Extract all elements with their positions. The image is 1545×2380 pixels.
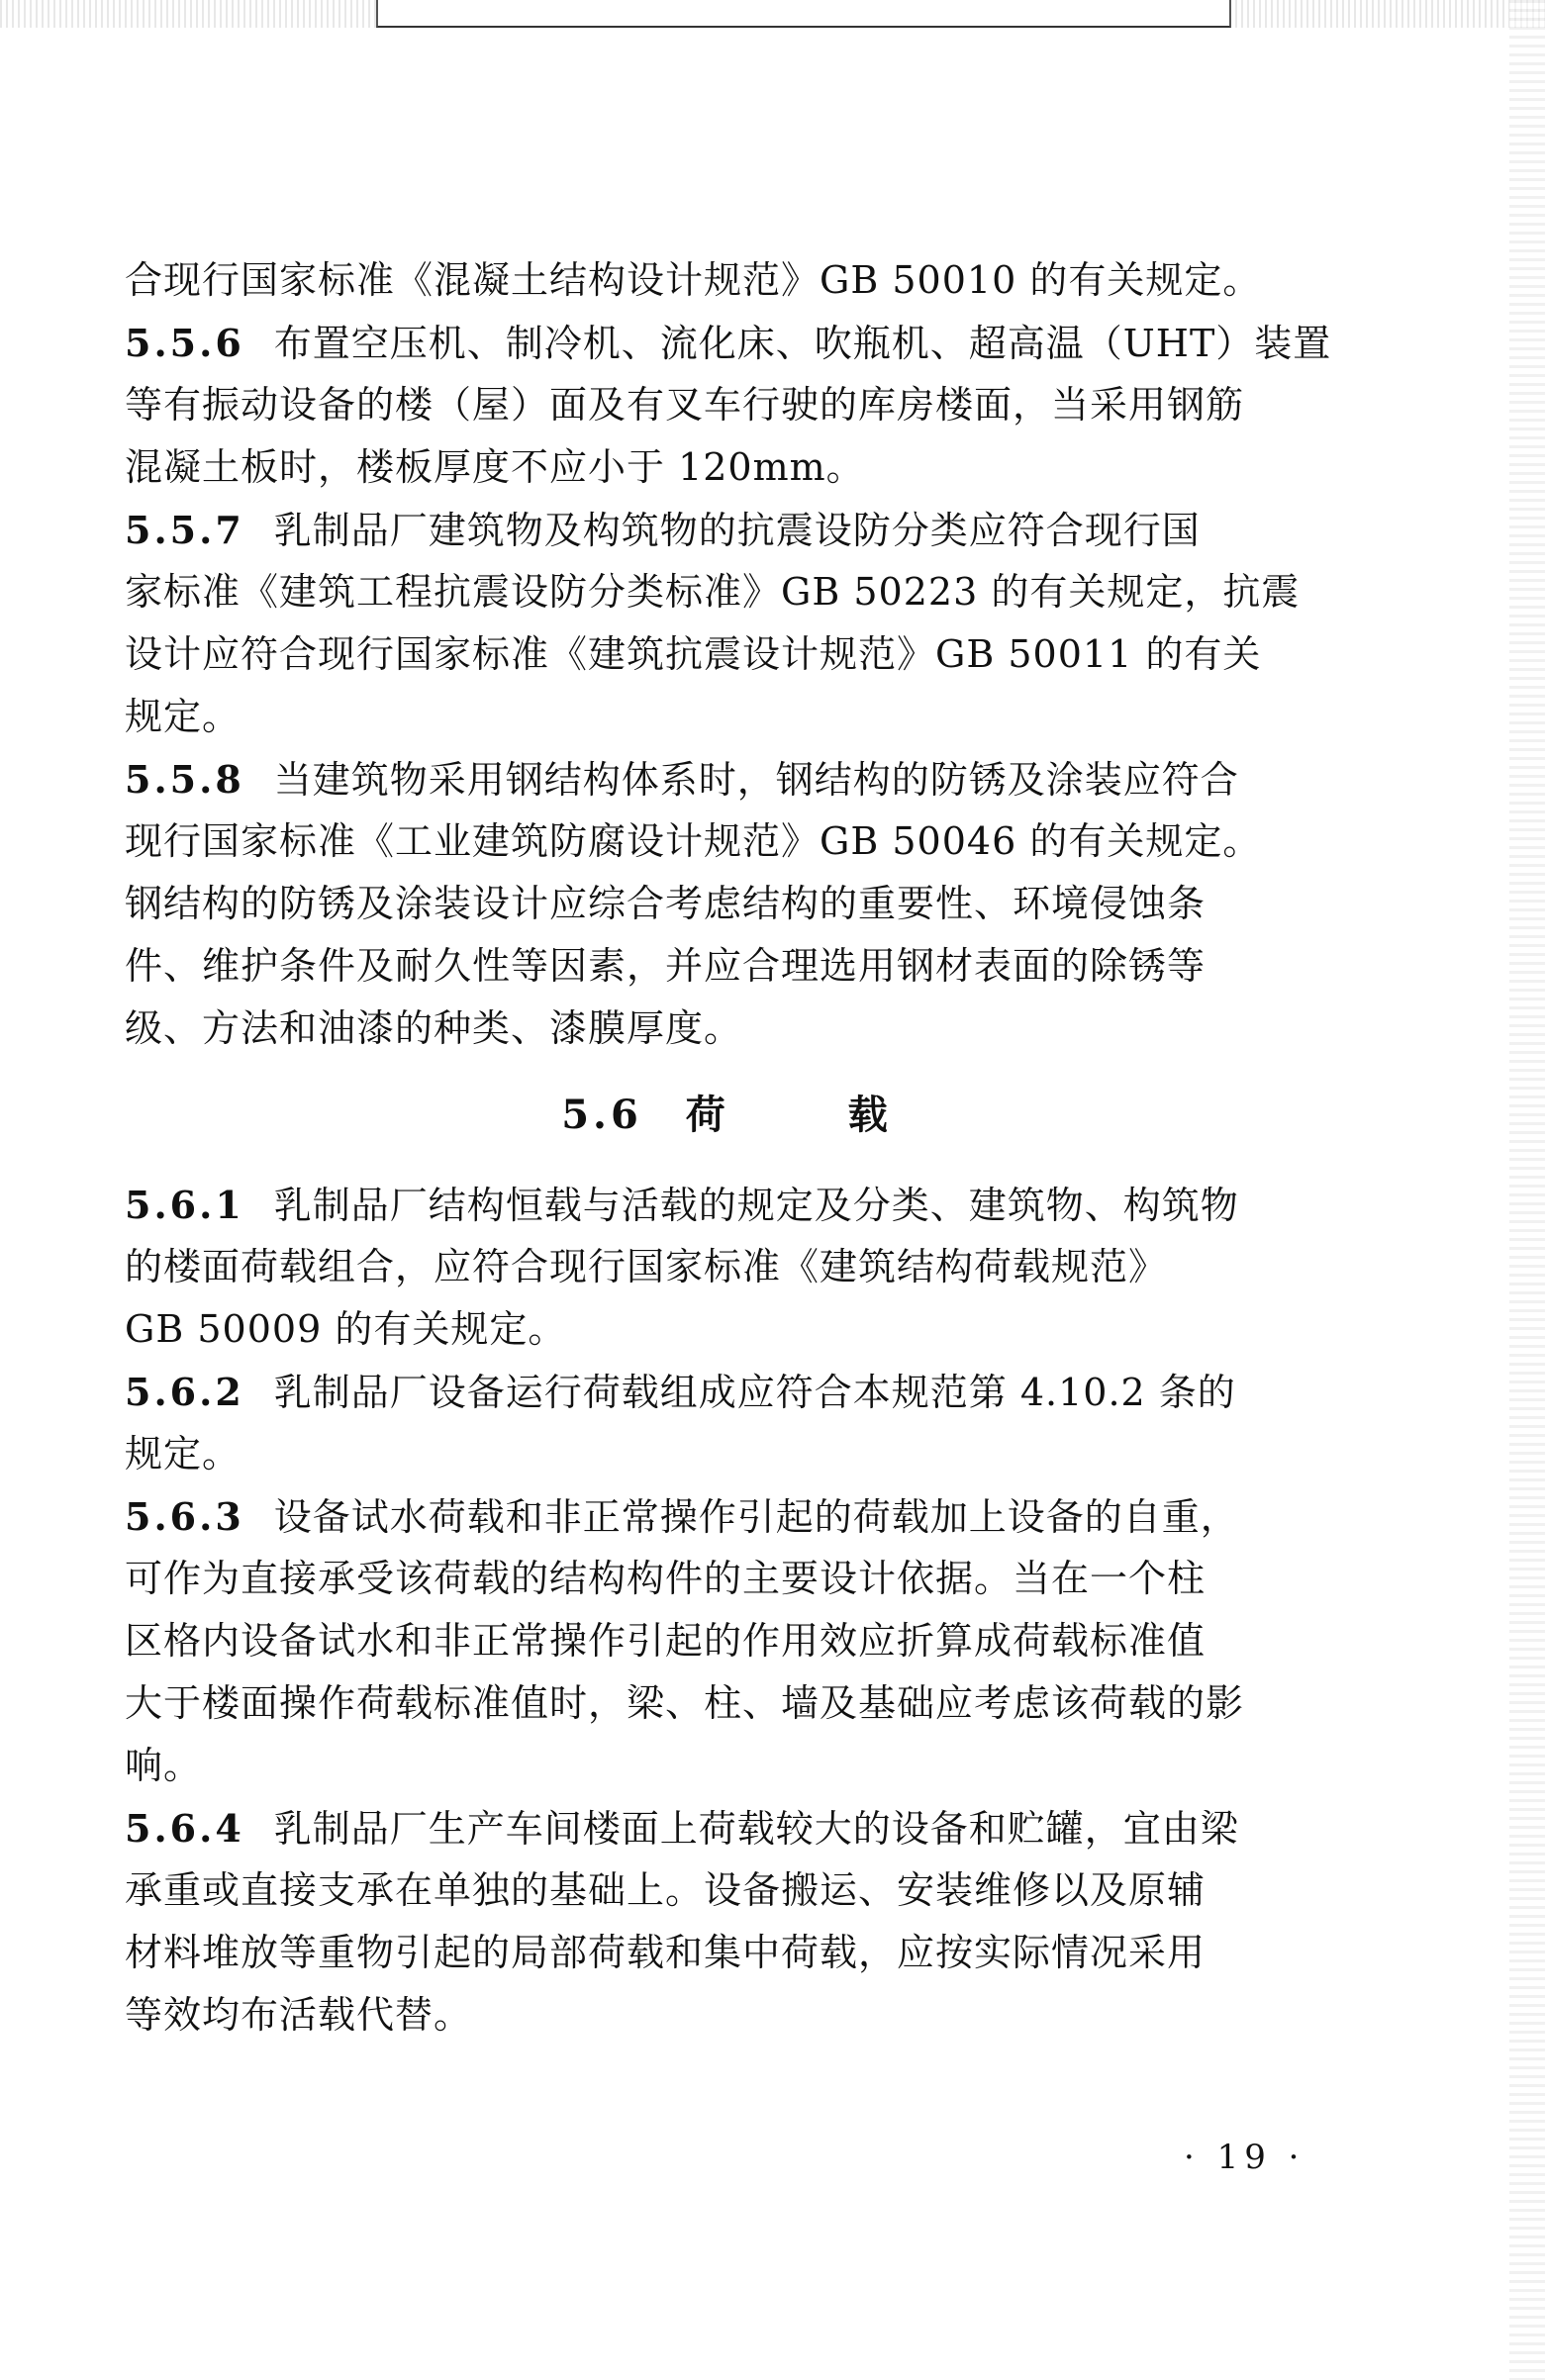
clause-number: 5.5.8 xyxy=(125,757,244,802)
page-number: · 19 · xyxy=(1184,2138,1305,2177)
clause-number: 5.6.1 xyxy=(125,1183,244,1227)
clause-text: 乳制品厂结构恒载与活载的规定及分类、建筑物、构筑物 xyxy=(273,1184,1239,1227)
clause-5-5-6-line-2: 等有振动设备的楼（屋）面及有叉车行驶的库房楼面，当采用钢筋 xyxy=(125,383,1245,427)
clause-5-6-1-line-1 xyxy=(125,1174,1328,1236)
intro-line: 合现行国家标准《混凝土结构设计规范》GB 50010 的有关规定。 xyxy=(125,258,1262,302)
clause-5-6-4-line-1 xyxy=(125,1797,1328,1859)
clause-5-5-7-line-3: 设计应符合现行国家标准《建筑抗震设计规范》GB 50011 的有关 xyxy=(125,632,1262,676)
clause-number: 5.5.7 xyxy=(125,508,244,552)
clause-text: 当建筑物采用钢结构体系时，钢结构的防锈及涂装应符合 xyxy=(273,758,1239,802)
clause-5-6-4-line-4: 等效均布活载代替。 xyxy=(125,1993,473,2037)
clause-text: 布置空压机、制冷机、流化床、吹瓶机、超高温（UHT）装置 xyxy=(273,322,1332,365)
clause-5-5-8-line-4: 件、维护条件及耐久性等因素，并应合理选用钢材表面的除锈等 xyxy=(125,944,1207,988)
clause-5-6-3-line-5: 响。 xyxy=(125,1744,203,1787)
section-number: 5.6 xyxy=(561,1092,642,1138)
clause-5-6-1-line-3: GB 50009 的有关规定。 xyxy=(125,1307,567,1351)
section-heading xyxy=(125,1084,1328,1146)
clause-number: 5.6.3 xyxy=(125,1494,244,1539)
clause-5-5-8-line-1 xyxy=(125,748,1328,810)
clause-5-6-2-line-2: 规定。 xyxy=(125,1432,241,1476)
scan-edge-bracket xyxy=(376,0,1231,28)
clause-5-5-6-line-1 xyxy=(125,312,1332,374)
clause-5-6-3-line-1 xyxy=(125,1485,1328,1548)
clause-5-5-8-line-3: 钢结构的防锈及涂装设计应综合考虑结构的重要性、环境侵蚀条 xyxy=(125,882,1207,925)
clause-text: 乳制品厂设备运行荷载组成应符合本规范第 4.10.2 条的 xyxy=(273,1371,1236,1414)
clause-text: 设备试水荷载和非正常操作引起的荷载加上设备的自重， xyxy=(273,1495,1239,1539)
clause-text: 乳制品厂建筑物及构筑物的抗震设防分类应符合现行国 xyxy=(273,509,1201,552)
page-body xyxy=(125,249,1332,2047)
clause-5-5-8-line-2: 现行国家标准《工业建筑防腐设计规范》GB 50046 的有关规定。 xyxy=(125,819,1262,863)
clause-number: 5.5.6 xyxy=(125,321,244,365)
clause-number: 5.6.2 xyxy=(125,1370,244,1414)
section-title-part-1: 荷 xyxy=(685,1092,729,1138)
clause-number: 5.6.4 xyxy=(125,1806,244,1851)
clause-5-5-7-line-4: 规定。 xyxy=(125,695,241,738)
clause-5-6-3-line-2: 可作为直接承受该荷载的结构构件的主要设计依据。当在一个柱 xyxy=(125,1557,1207,1600)
clause-5-6-3-line-3: 区格内设备试水和非正常操作引起的作用效应折算成荷载标准值 xyxy=(125,1619,1207,1663)
clause-5-5-6-line-3: 混凝土板时，楼板厚度不应小于 120mm。 xyxy=(125,445,865,489)
clause-5-5-7-line-2: 家标准《建筑工程抗震设防分类标准》GB 50223 的有关规定，抗震 xyxy=(125,570,1301,614)
clause-5-5-8-line-5: 级、方法和油漆的种类、漆膜厚度。 xyxy=(125,1006,743,1050)
clause-5-5-7-line-1 xyxy=(125,499,1328,561)
scan-edge-right xyxy=(1509,0,1545,2380)
clause-5-6-4-line-3: 材料堆放等重物引起的局部荷载和集中荷载，应按实际情况采用 xyxy=(125,1931,1207,1974)
clause-5-6-1-line-2: 的楼面荷载组合，应符合现行国家标准《建筑结构荷载规范》 xyxy=(125,1245,1168,1288)
section-title-part-2: 载 xyxy=(847,1092,892,1138)
clause-5-6-4-line-2: 承重或直接支承在单独的基础上。设备搬运、安装维修以及原辅 xyxy=(125,1868,1207,1912)
clause-5-6-2-line-1 xyxy=(125,1361,1328,1423)
clause-text: 乳制品厂生产车间楼面上荷载较大的设备和贮罐，宜由梁 xyxy=(273,1807,1239,1851)
clause-5-6-3-line-4: 大于楼面操作荷载标准值时，梁、柱、墙及基础应考虑该荷载的影 xyxy=(125,1681,1245,1725)
